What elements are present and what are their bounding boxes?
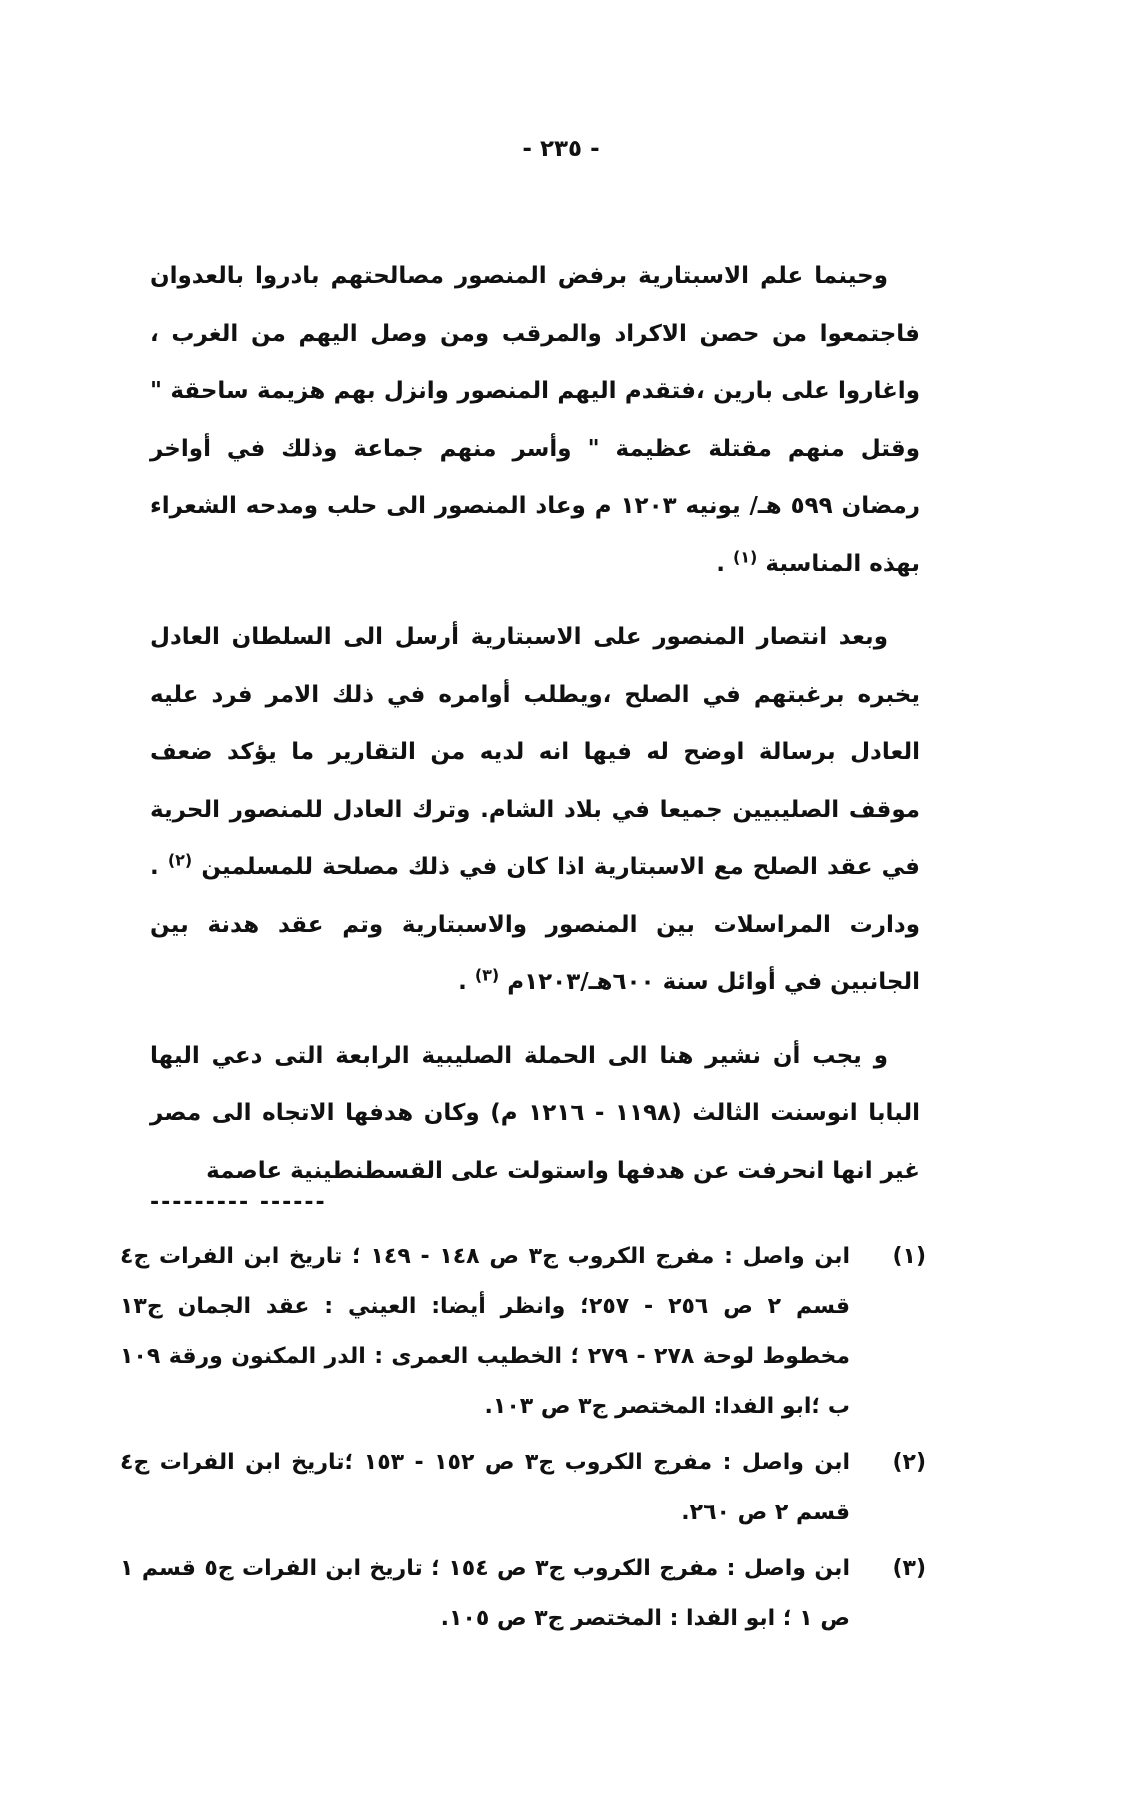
footnote-1-text: ابن واصل : مفرج الكروب ج٣ ص ١٤٨ - ١٤٩ ؛ تاريخ ابن الفرات ج٤ قسم ٢ ص ٢٥٦ - ٢٥٧؛ وانظر أيضا: العيني : عقد الجمان ج١٣ مخطوط لوحة ٢٧٨ - ٢٧٩ ؛ الخطيب العمرى : الدر المكنون ورقة ١٠٩ ب ؛ابو الفدا: المختصر ج٣ ص ١٠٣. bbox=[120, 1244, 851, 1419]
footnote-3-number: (٣) bbox=[892, 1556, 926, 1581]
footnotes bbox=[120, 1232, 926, 1650]
footnote-ref-2: (٢) bbox=[167, 850, 193, 870]
paragraph-2-end2: . bbox=[458, 969, 467, 995]
footnote-3-text: ابن واصل : مفرج الكروب ج٣ ص ١٥٤ ؛ تاريخ ابن الفرات ج٥ قسم ١ ص ١ ؛ ابو الفدا : المختصر ج٣ ص ١٠٥. bbox=[120, 1556, 850, 1631]
paragraph-3-text: و يجب أن نشير هنا الى الحملة الصليبية الرابعة التى دعي اليها البابا انوسنت الثالث (١١٩٨ - ١٢١٦ م) وكان هدفها الاتجاه الى مصر غير انها انحرفت عن هدفها واستولت على القسطنطينية عاصمة bbox=[150, 1042, 921, 1184]
footnote-3 bbox=[120, 1544, 926, 1644]
paragraph-1-end: . bbox=[716, 550, 725, 577]
paragraph-2 bbox=[150, 609, 920, 1012]
paragraph-2-text: وبعد انتصار المنصور على الاسبتارية أرسل الى السلطان العادل يخبره برغبتهم في الصلح ،ويطلب أوامره في ذلك الامر فرد عليه العادل برسالة اوضح له فيها انه لديه من التقارير ما يؤكد ضعف موقف الصليبيين جميعا في بلاد الشام. وترك العادل للمنصور الحرية في عقد الصلح مع الاسبتارية اذا كان في ذلك مصلحة للمسلمين bbox=[150, 624, 920, 880]
footnote-1 bbox=[120, 1232, 926, 1432]
paragraph-1 bbox=[150, 248, 920, 593]
paragraph-2-end: . ودارت المراسلات بين المنصور والاسبتارية وتم عقد هدنة بين الجانبين في أوائل سنة ٦٠٠هـ/١٢٠٣م bbox=[150, 854, 920, 995]
footnote-ref-3: (٣) bbox=[474, 965, 500, 985]
footnote-2 bbox=[120, 1438, 926, 1538]
footnote-separator: ------ --------- bbox=[150, 1190, 327, 1215]
footnote-ref-1: (١) bbox=[732, 546, 758, 566]
body-text bbox=[150, 248, 920, 1216]
paragraph-1-text: وحينما علم الاسبتارية برفض المنصور مصالحتهم بادروا بالعدوان فاجتمعوا من حصن الاكراد والمرقب ومن وصل اليهم من الغرب ، واغاروا على بارين ،فتقدم اليهم المنصور وانزل بهم هزيمة ساحقة " وقتل منهم مقتلة عظيمة " وأسر منهم جماعة وذلك في أواخر رمضان ٥٩٩ هـ/ يونيه ١٢٠٣ م وعاد المنصور الى حلب ومدحه الشعراء بهذه المناسبة bbox=[150, 263, 921, 577]
paragraph-3 bbox=[150, 1028, 920, 1201]
footnote-1-number: (١) bbox=[892, 1244, 926, 1269]
footnote-2-text: ابن واصل : مفرج الكروب ج٣ ص ١٥٢ - ١٥٣ ؛تاريخ ابن الفرات ج٤ قسم ٢ ص ٢٦٠. bbox=[120, 1450, 850, 1525]
page-number: - ٢٣٥ - bbox=[522, 136, 600, 162]
footnote-2-number: (٢) bbox=[892, 1450, 926, 1475]
